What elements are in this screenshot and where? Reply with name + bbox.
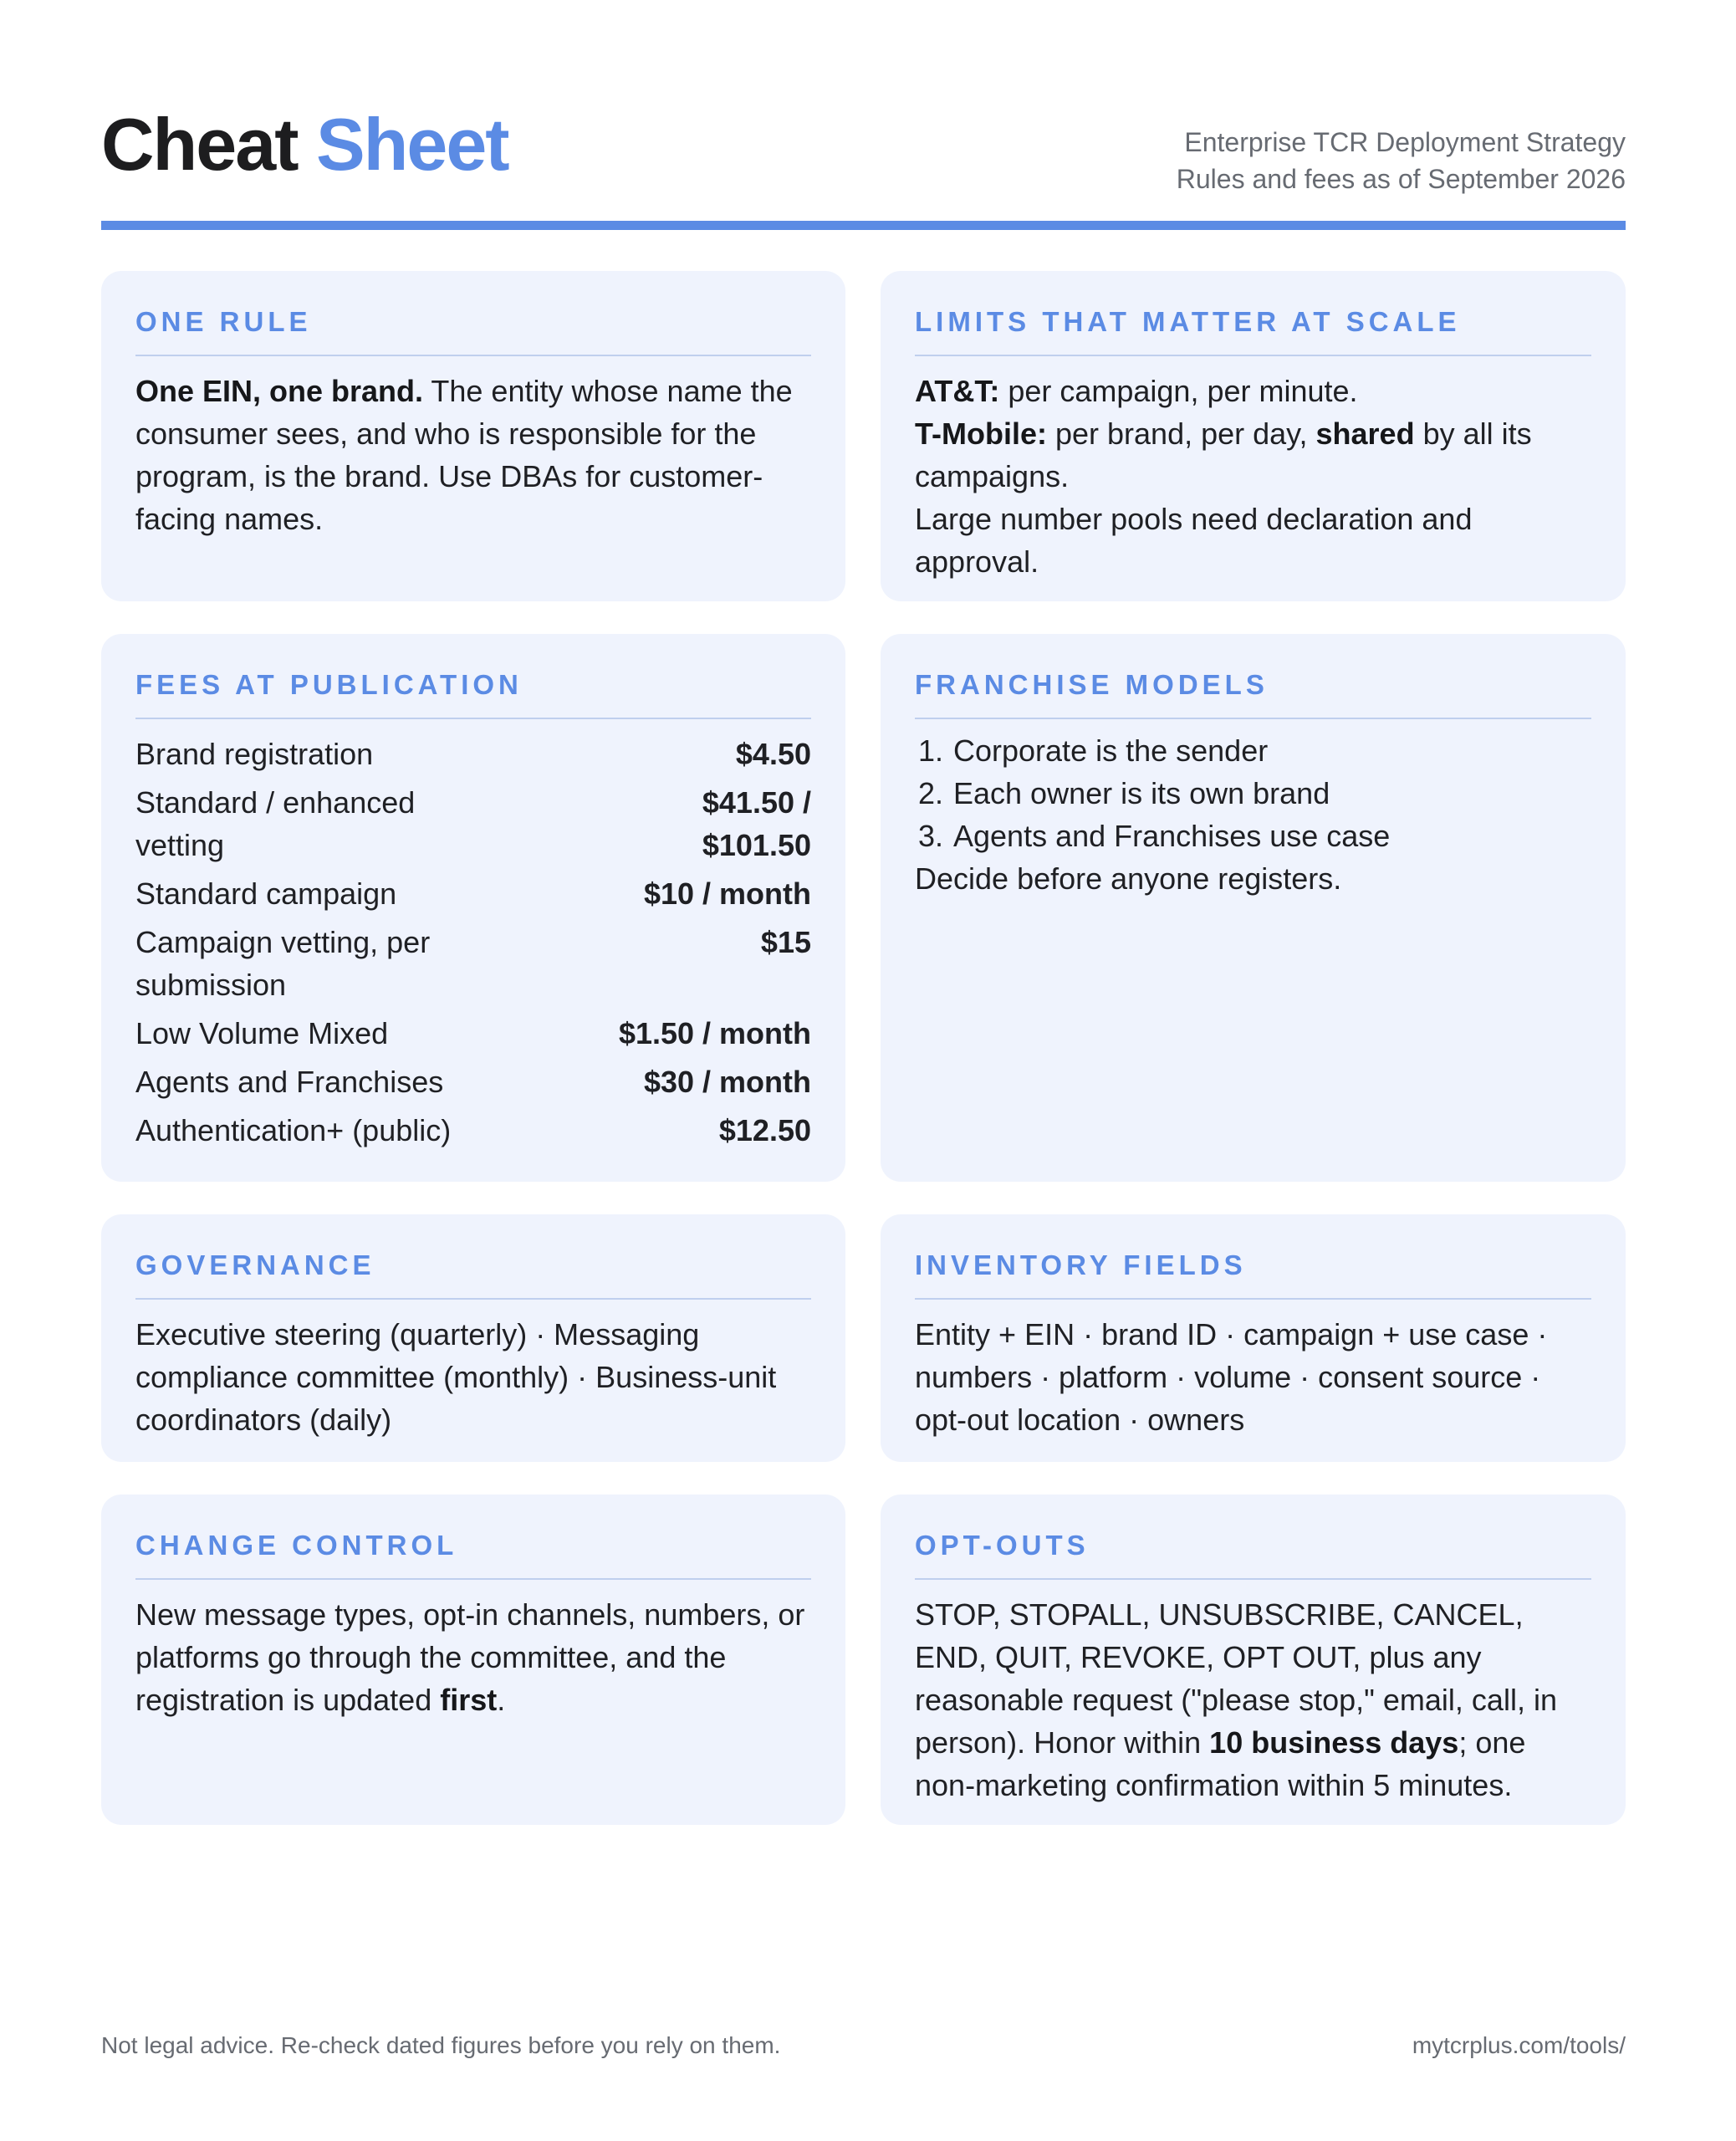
franchise-note: Decide before anyone registers.: [915, 861, 1342, 896]
change-control-end: .: [497, 1683, 506, 1717]
card-divider: [135, 718, 811, 719]
page-title: [101, 99, 508, 191]
list-item: 2. Each owner is its own brand: [952, 772, 1591, 815]
limit-att: [915, 370, 1591, 412]
limit-number-pools: Large number pools need declaration and approval.: [915, 502, 1473, 579]
card-limits: [881, 271, 1626, 601]
tmobile-text-end: by all its campaigns.: [915, 416, 1532, 493]
fee-label: Low Volume Mixed: [135, 1016, 389, 1050]
franchise-model-list: [915, 729, 1591, 857]
card-heading: ONE RULE: [135, 306, 312, 337]
card-body: Executive steering (quarterly) · Messaging compliance committee (monthly) · Business-unit coordinators (daily): [135, 1317, 777, 1437]
fee-amount: $12.50: [718, 1113, 811, 1147]
footer-disclaimer: Not legal advice. Re-check dated figures before you rely on them.: [101, 2032, 781, 2058]
title-word-cheat: Cheat: [101, 103, 298, 186]
fee-row: [135, 872, 811, 915]
fee-row: [135, 921, 811, 1006]
fee-row: [135, 1012, 811, 1055]
list-item: 3. Agents and Franchises use case: [952, 815, 1591, 857]
card-body: [915, 370, 1591, 583]
footer-url: mytcrplus.com/tools/: [1412, 2032, 1626, 2058]
card-franchise-models: [881, 634, 1626, 1182]
card-divider: [135, 1578, 811, 1580]
fee-row: [135, 733, 811, 775]
card-heading: FRANCHISE MODELS: [915, 669, 1269, 700]
header-rule: [101, 221, 1626, 230]
header-date-note: Rules and fees as of September 2026: [1176, 164, 1626, 194]
fee-amount: $10 / month: [643, 876, 811, 911]
opt-outs-deadline: 10 business days: [1209, 1725, 1459, 1760]
card-opt-outs: [881, 1495, 1626, 1825]
card-heading: FEES AT PUBLICATION: [135, 669, 523, 700]
one-rule-text: The entity whose name the consumer sees, and who is responsible for the program, is the brand. Use DBAs for customer-facing names.: [135, 374, 793, 536]
fee-row: [135, 1109, 811, 1152]
card-body: [135, 1593, 811, 1721]
page-header: [101, 99, 1626, 224]
cheat-sheet-page: [101, 0, 1626, 2141]
header-meta: [1177, 124, 1626, 197]
card-divider: [915, 718, 1591, 719]
tmobile-label: T-Mobile:: [915, 416, 1047, 451]
fee-label: Agents and Franchises: [135, 1065, 444, 1099]
fee-label: Campaign vetting, per submission: [135, 925, 431, 1002]
tmobile-text: per brand, per day,: [1046, 416, 1316, 451]
card-heading: LIMITS THAT MATTER AT SCALE: [915, 306, 1461, 337]
card-body: [915, 1593, 1591, 1806]
title-word-sheet: Sheet: [315, 103, 508, 186]
fee-amount: $30 / month: [643, 1065, 811, 1099]
header-subtitle: Enterprise TCR Deployment Strategy: [1184, 127, 1626, 157]
fee-label: Brand registration: [135, 737, 374, 771]
card-heading: CHANGE CONTROL: [135, 1530, 458, 1561]
card-change-control: [101, 1495, 845, 1825]
card-divider: [915, 355, 1591, 356]
one-rule-lead: One EIN, one brand.: [135, 374, 424, 408]
att-text: per campaign, per minute.: [999, 374, 1358, 408]
fee-label: Authentication+ (public): [135, 1113, 452, 1147]
list-item: 1. Corporate is the sender: [952, 729, 1591, 772]
tmobile-shared: shared: [1315, 416, 1415, 451]
fee-label: Standard / enhanced vetting: [135, 785, 416, 862]
card-heading: OPT-OUTS: [915, 1530, 1090, 1561]
card-divider: [135, 1298, 811, 1300]
card-body: [135, 370, 811, 540]
fee-table: [135, 733, 811, 1152]
opt-outs-text: STOP, STOPALL, UNSUBSCRIBE, CANCEL, END, QUIT, REVOKE, OPT OUT, plus any reasonable request ("please stop," email, call, in person). Honor within: [915, 1597, 1557, 1760]
card-heading: GOVERNANCE: [135, 1249, 375, 1280]
fee-row: [135, 1060, 811, 1103]
card-fees: [101, 634, 845, 1182]
card-divider: [915, 1578, 1591, 1580]
fee-label: Standard campaign: [135, 876, 397, 911]
card-one-rule: [101, 271, 845, 601]
limit-tmobile: [915, 412, 1591, 498]
fee-row: [135, 781, 811, 866]
att-label: AT&T:: [915, 374, 1000, 408]
card-divider: [915, 1298, 1591, 1300]
card-inventory-fields: [881, 1214, 1626, 1462]
change-control-text: New message types, opt-in channels, numbers, or platforms go through the committee, and the registration is updated: [135, 1597, 805, 1717]
card-divider: [135, 355, 811, 356]
fee-amount: $41.50 / $101.50: [702, 785, 811, 862]
card-governance: [101, 1214, 845, 1462]
card-heading: INVENTORY FIELDS: [915, 1249, 1247, 1280]
fee-amount: $1.50 / month: [618, 1016, 811, 1050]
fee-amount: $4.50: [735, 737, 811, 771]
opt-outs-text-end: ; one non-marketing confirmation within 5 minutes.: [915, 1725, 1526, 1802]
fee-amount: $15: [760, 925, 811, 959]
change-control-first: first: [440, 1683, 498, 1717]
card-body: Entity + EIN · brand ID · campaign + use case · numbers · platform · volume · consent source · opt-out location · owners: [915, 1317, 1548, 1437]
